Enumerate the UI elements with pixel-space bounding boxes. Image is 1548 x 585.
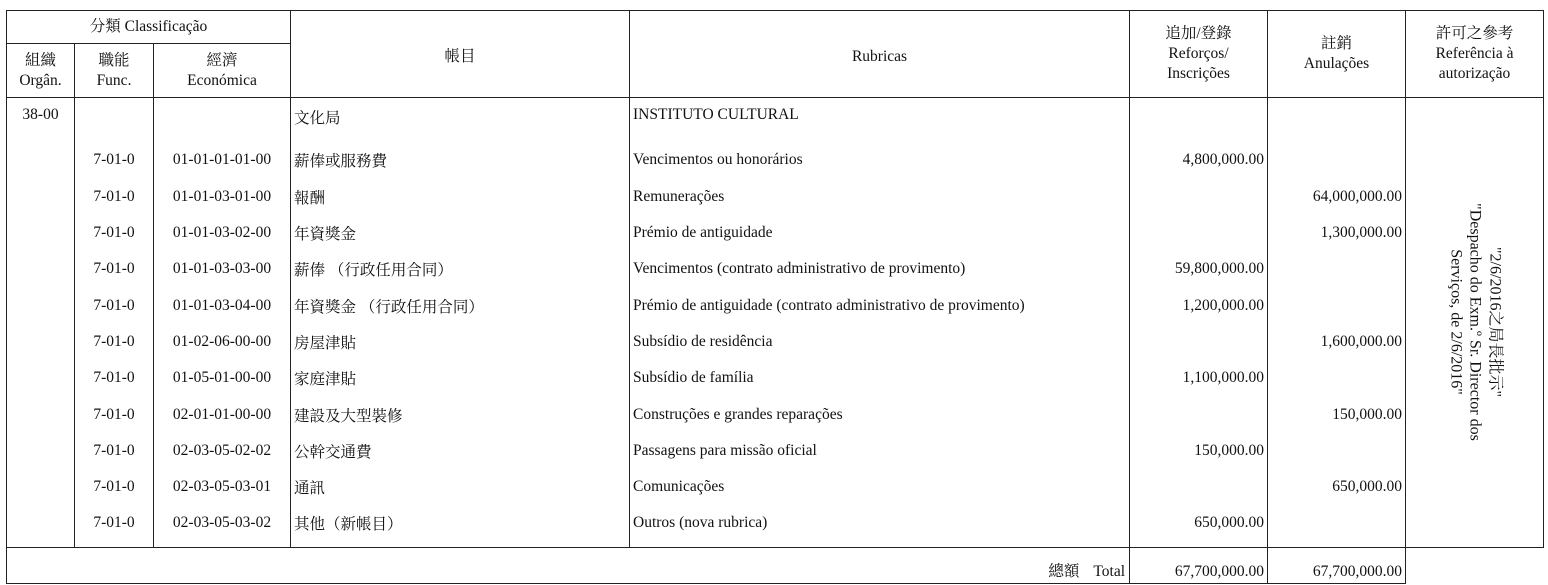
- econ-code: 01-01-03-03-00: [154, 251, 291, 287]
- func-code: 7-01-0: [75, 215, 154, 251]
- econ-code: 02-03-05-02-02: [154, 433, 291, 469]
- organ-code: 38-00: [7, 98, 75, 143]
- anulacao-value: 1,600,000.00: [1268, 324, 1406, 360]
- empty-cell: [75, 98, 154, 143]
- header-ref-zh: 許可之參考: [1435, 25, 1514, 43]
- account-zh: 其他（新帳目）: [291, 505, 630, 541]
- anulacao-value: [1268, 360, 1406, 396]
- empty-cell: [7, 179, 75, 215]
- authorization-text: [1445, 162, 1504, 482]
- reforco-value: [1130, 215, 1268, 251]
- account-pt: Remunerações: [630, 179, 1130, 215]
- func-code: 7-01-0: [75, 505, 154, 541]
- header-func: [75, 44, 154, 98]
- organ-name-pt: INSTITUTO CULTURAL: [630, 98, 1130, 143]
- empty-cell: [7, 215, 75, 251]
- header-organ-zh: 組織: [24, 51, 56, 69]
- header-econ: [154, 44, 291, 98]
- reforco-value: [1130, 179, 1268, 215]
- header-econ-pt: Económica: [187, 71, 257, 89]
- account-pt: Subsídio de residência: [630, 324, 1130, 360]
- account-pt: Construções e grandes reparações: [630, 396, 1130, 432]
- account-pt: Prémio de antiguidade (contrato administrativo de provimento): [630, 287, 1130, 323]
- table-row: [7, 469, 1544, 505]
- header-ref-pt2: autorização: [1438, 64, 1511, 82]
- econ-code: 02-01-01-00-00: [154, 396, 291, 432]
- table-row: [7, 142, 1544, 178]
- account-zh: 公幹交通費: [291, 433, 630, 469]
- empty-cell: [7, 360, 75, 396]
- header-organ: [7, 44, 75, 98]
- account-pt: Subsídio de família: [630, 360, 1130, 396]
- header-reference: [1406, 11, 1544, 98]
- table-row: [7, 433, 1544, 469]
- account-zh: 薪俸 （行政任用合同）: [291, 251, 630, 287]
- anulacao-value: [1268, 287, 1406, 323]
- anulacao-value: 650,000.00: [1268, 469, 1406, 505]
- header-classification: 分類 Classificação: [7, 11, 291, 44]
- econ-code: 01-01-03-02-00: [154, 215, 291, 251]
- header-ref-pt1: Referência à: [1435, 45, 1514, 63]
- total-row: [7, 547, 1544, 583]
- authorization-wrap: [1406, 98, 1543, 547]
- account-zh: 通訊: [291, 469, 630, 505]
- authorization-line2: "Despacho do Exm.º Sr. Director dos: [1466, 203, 1484, 442]
- econ-code: 01-05-01-00-00: [154, 360, 291, 396]
- func-code: 7-01-0: [75, 324, 154, 360]
- table-row: [7, 505, 1544, 541]
- reforco-value: 1,100,000.00: [1130, 360, 1268, 396]
- anulacao-value: 1,300,000.00: [1268, 215, 1406, 251]
- reforco-value: [1130, 396, 1268, 432]
- func-code: 7-01-0: [75, 179, 154, 215]
- reforco-value: 59,800,000.00: [1130, 251, 1268, 287]
- table-row: [7, 396, 1544, 432]
- table-row: [7, 251, 1544, 287]
- header-reforcos-pt2: Inscrições: [1167, 64, 1230, 82]
- func-code: 7-01-0: [75, 287, 154, 323]
- reforco-value: 150,000.00: [1130, 433, 1268, 469]
- total-label-zh: 總額: [1048, 562, 1080, 580]
- func-code: 7-01-0: [75, 396, 154, 432]
- table-row: [7, 179, 1544, 215]
- table-row: [7, 324, 1544, 360]
- header-anulacoes-zh: 註銷: [1321, 35, 1353, 53]
- empty-cell: [1268, 98, 1406, 143]
- account-zh: 年資獎金 （行政任用合同）: [291, 287, 630, 323]
- anulacao-value: [1268, 505, 1406, 541]
- func-code: 7-01-0: [75, 251, 154, 287]
- reforco-value: 1,200,000.00: [1130, 287, 1268, 323]
- account-pt: Passagens para missão oficial: [630, 433, 1130, 469]
- authorization-line3: Serviços, de 2/6/2016": [1446, 249, 1464, 396]
- header-econ-zh: 經濟: [206, 51, 238, 69]
- organ-name-zh: 文化局: [291, 98, 630, 143]
- anulacao-value: [1268, 142, 1406, 178]
- empty-cell: [7, 433, 75, 469]
- account-zh: 家庭津貼: [291, 360, 630, 396]
- econ-code: 01-02-06-00-00: [154, 324, 291, 360]
- func-code: 7-01-0: [75, 142, 154, 178]
- header-anulacoes: [1268, 11, 1406, 98]
- header-organ-pt: Orgân.: [19, 71, 62, 89]
- func-code: 7-01-0: [75, 360, 154, 396]
- econ-code: 01-01-01-01-00: [154, 142, 291, 178]
- empty-cell: [7, 324, 75, 360]
- budget-transfer-table-page: [6, 10, 1543, 580]
- account-zh: 年資獎金: [291, 215, 630, 251]
- total-label-pt: Total: [1093, 562, 1126, 580]
- total-anulacoes: 67,700,000.00: [1268, 547, 1406, 583]
- header-func-pt: Func.: [96, 71, 132, 89]
- econ-code: 01-01-03-04-00: [154, 287, 291, 323]
- empty-cell: [7, 469, 75, 505]
- empty-cell: [154, 98, 291, 143]
- reforco-value: [1130, 469, 1268, 505]
- anulacao-value: 150,000.00: [1268, 396, 1406, 432]
- empty-cell: [7, 142, 75, 178]
- empty-cell: [7, 505, 75, 541]
- header-account-zh: 帳目: [291, 11, 630, 98]
- account-pt: Comunicações: [630, 469, 1130, 505]
- empty-cell: [7, 396, 75, 432]
- reforco-value: [1130, 324, 1268, 360]
- empty-cell: [7, 251, 75, 287]
- header-reforcos-zh: 追加/登錄: [1165, 25, 1232, 43]
- account-pt: Outros (nova rubrica): [630, 505, 1130, 541]
- table-row: [7, 360, 1544, 396]
- organ-row: [7, 98, 1544, 143]
- anulacao-value: [1268, 251, 1406, 287]
- header-func-zh: 職能: [98, 51, 130, 69]
- anulacao-value: 64,000,000.00: [1268, 179, 1406, 215]
- account-pt: Vencimentos ou honorários: [630, 142, 1130, 178]
- econ-code: 02-03-05-03-01: [154, 469, 291, 505]
- authorization-line1: "2/6/2016之局長批示": [1485, 247, 1503, 398]
- account-zh: 薪俸或服務費: [291, 142, 630, 178]
- header-reforcos-pt1: Reforços/: [1168, 45, 1229, 63]
- total-reforcos: 67,700,000.00: [1130, 547, 1268, 583]
- empty-cell: [7, 287, 75, 323]
- table-row: [7, 215, 1544, 251]
- authorization-cell: [1406, 98, 1544, 548]
- account-zh: 房屋津貼: [291, 324, 630, 360]
- func-code: 7-01-0: [75, 469, 154, 505]
- empty-cell: [1130, 98, 1268, 143]
- header-anulacoes-pt: Anulações: [1303, 55, 1370, 72]
- account-pt: Vencimentos (contrato administrativo de provimento): [630, 251, 1130, 287]
- budget-transfer-table: [6, 10, 1544, 584]
- account-zh: 報酬: [291, 179, 630, 215]
- header-reforcos: [1130, 11, 1268, 98]
- econ-code: 02-03-05-03-02: [154, 505, 291, 541]
- econ-code: 01-01-03-01-00: [154, 179, 291, 215]
- reforco-value: 650,000.00: [1130, 505, 1268, 541]
- account-zh: 建設及大型裝修: [291, 396, 630, 432]
- reforco-value: 4,800,000.00: [1130, 142, 1268, 178]
- total-label: [7, 547, 1130, 583]
- account-pt: Prémio de antiguidade: [630, 215, 1130, 251]
- table-row: [7, 287, 1544, 323]
- func-code: 7-01-0: [75, 433, 154, 469]
- header-rubricas: Rubricas: [630, 11, 1130, 98]
- anulacao-value: [1268, 433, 1406, 469]
